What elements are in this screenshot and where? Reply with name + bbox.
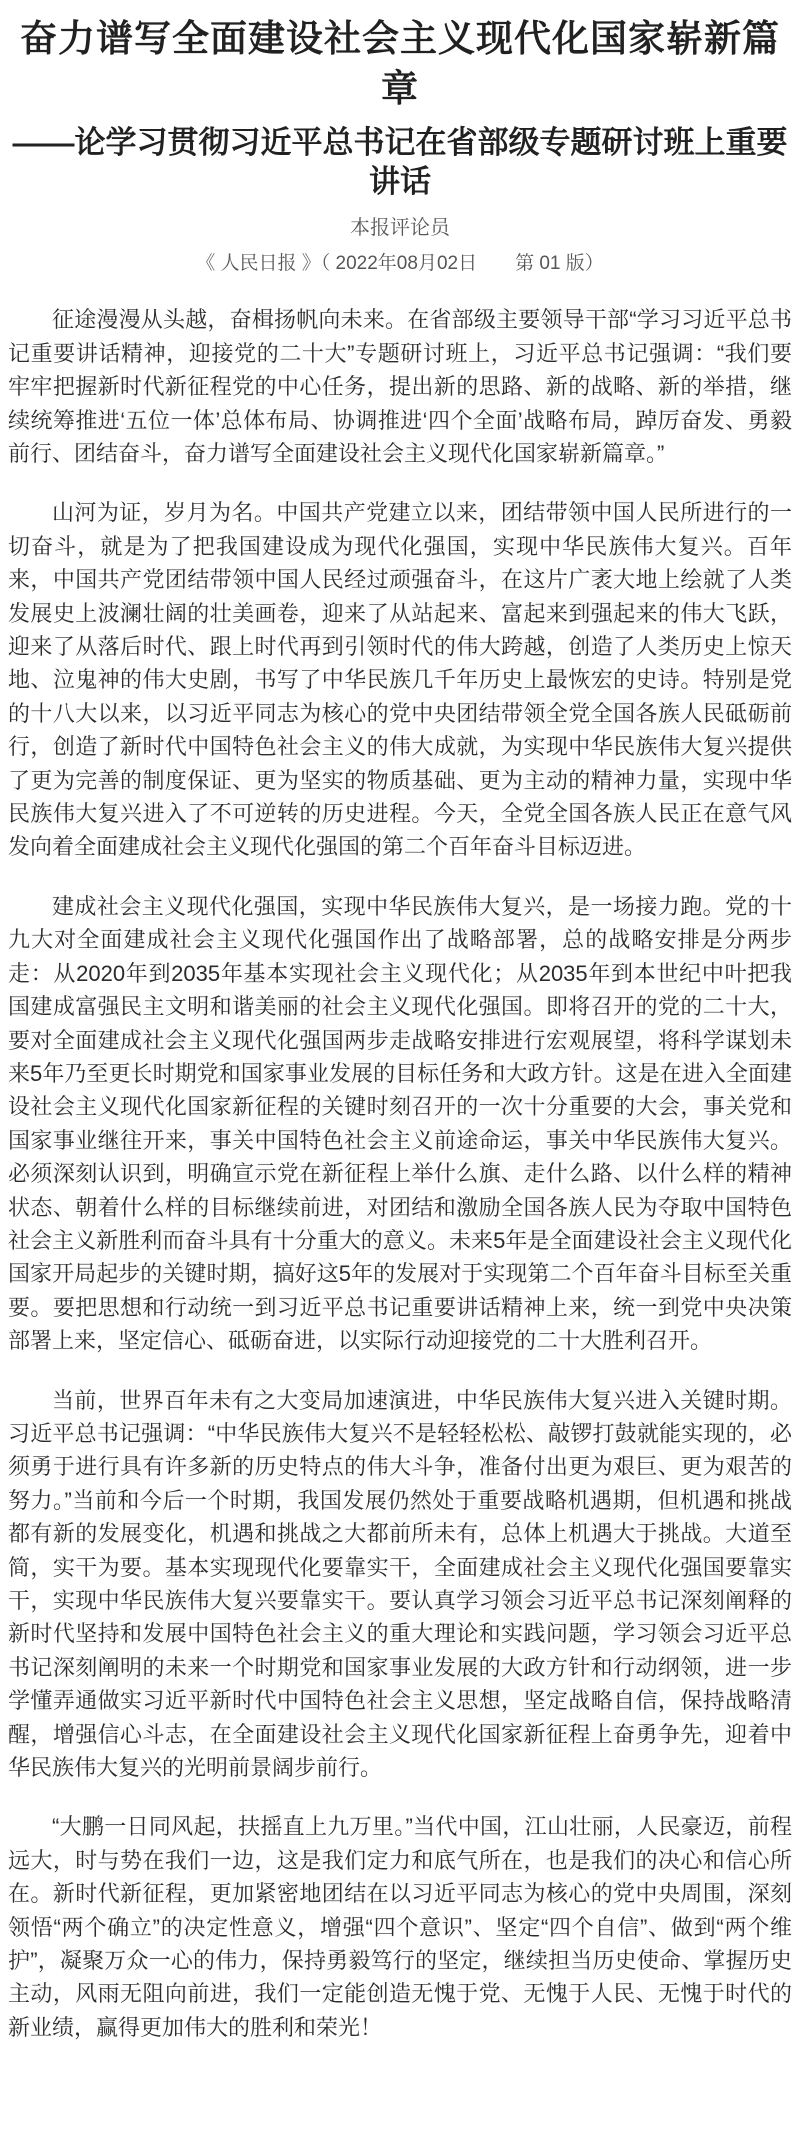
article-byline: 本报评论员 bbox=[350, 217, 450, 240]
article-subtitle: ——论学习贯彻习近平总书记在省部级专题研讨班上重要讲话 bbox=[12, 124, 788, 199]
article-paragraph: 征途漫漫从头越，奋楫扬帆向未来。在省部级主要领导干部“学习习近平总书记重要讲话精神，迎接党的二十大”专题研讨班上，习近平总书记强调：“我们要牢牢把握新时代新征程党的中心任务，提出新的思路、新的战略、新的举措，继续统筹推进‘五位一体’总体布局、协调推进‘四个全面’战略布局，踔厉奋发、勇毅前行、团结奋斗，奋力谱写全面建设社会主义现代化国家崭新篇章。” bbox=[8, 307, 792, 466]
article-paragraph: “大鹏一日同风起，扶摇直上九万里。”当代中国，江山壮丽，人民豪迈，前程远大，时与势在我们一边，这是我们定力和底气所在，也是我们的决心和信心所在。新时代新征程，更加紧密地团结在以习近平同志为核心的党中央周围，深刻领悟“两个确立”的决定性意义，增强“四个意识”、坚定“四个自信”、做到“两个维护”，凝聚万众一心的伟力，保持勇毅笃行的坚定，继续担当历史使命、掌握历史主动，风雨无阻向前进，我们一定能创造无愧于党、无愧于人民、无愧于时代的新业绩，赢得更加伟大的胜利和荣光！ bbox=[8, 1814, 792, 2040]
article-body bbox=[5, 303, 795, 2044]
article-paragraph: 当前，世界百年未有之大变局加速演进，中华民族伟大复兴进入关键时期。习近平总书记强调：“中华民族伟大复兴不是轻轻松松、敲锣打鼓就能实现的，必须勇于进行具有许多新的历史特点的伟大斗争，准备付出更为艰巨、更为艰苦的努力。”当前和今后一个时期，我国发展仍然处于重要战略机遇期，但机遇和挑战都有新的发展变化，机遇和挑战之大都前所未有，总体上机遇大于挑战。大道至简，实干为要。基本实现现代化要靠实干，全面建成社会主义现代化强国要靠实干，实现中华民族伟大复兴要靠实干。要认真学习领会习近平总书记深刻阐释的新时代坚持和发展中国特色社会主义的重大理论和实践问题，学习领会习近平总书记深刻阐明的未来一个时期党和国家事业发展的大政方针和行动纲领，进一步学懂弄通做实习近平新时代中国特色社会主义思想，坚定战略自信，保持战略清醒，增强信心斗志，在全面建设社会主义现代化国家新征程上奋勇争先，迎着中华民族伟大复兴的光明前景阔步前行。 bbox=[8, 1387, 792, 1781]
article-paragraph: 山河为证，岁月为名。中国共产党建立以来，团结带领中国人民所进行的一切奋斗，就是为了把我国建设成为现代化强国，实现中华民族伟大复兴。百年来，中国共产党团结带领中国人民经过顽强奋斗，在这片广袤大地上绘就了人类发展史上波澜壮阔的壮美画卷，迎来了从站起来、富起来到强起来的伟大飞跃，迎来了从落后时代、跟上时代再到引领时代的伟大跨越，创造了人类历史上惊天地、泣鬼神的伟大史剧，书写了中华民族几千年历史上最恢宏的史诗。特别是党的十八大以来，以习近平同志为核心的党中央团结带领全党全国各族人民砥砺前行，创造了新时代中国特色社会主义的伟大成就，为实现中华民族伟大复兴提供了更为完善的制度保证、更为坚实的物质基础、更为主动的精神力量，实现中华民族伟大复兴进入了不可逆转的历史进程。今天，全党全国各族人民正在意气风发向着全面建成社会主义现代化强国的第二个百年奋斗目标迈进。 bbox=[8, 500, 792, 860]
article-title: 奋力谱写全面建设社会主义现代化国家崭新篇章 bbox=[20, 18, 780, 109]
article-paragraph: 建成社会主义现代化强国，实现中华民族伟大复兴，是一场接力跑。党的十九大对全面建成社会主义现代化强国作出了战略部署，总的战略安排是分两步走：从2020年到2035年基本实现社会主义现代化；从2035年到本世纪中叶把我国建成富强民主文明和谐美丽的社会主义现代化强国。即将召开的党的二十大，要对全面建成社会主义现代化强国两步走战略安排进行宏观展望，将科学谋划未来5年乃至更长时期党和国家事业发展的目标任务和大政方针。这是在进入全面建设社会主义现代化国家新征程的关键时刻召开的一次十分重要的大会，事关党和国家事业继往开来，事关中国特色社会主义前途命运，事关中华民族伟大复兴。必须深刻认识到，明确宣示党在新征程上举什么旗、走什么路、以什么样的精神状态、朝着什么样的目标继续前进，对团结和激励全国各族人民为夺取中国特色社会主义新胜利而奋斗具有十分重大的意义。未来5年是全面建设社会主义现代化国家开局起步的关键时期，搞好这5年的发展对于实现第二个百年奋斗目标至关重要。要把思想和行动统一到习近平总书记重要讲话精神上来，统一到党中央决策部署上来，坚定信心、砥砺奋进，以实际行动迎接党的二十大胜利召开。 bbox=[8, 893, 792, 1354]
article-source-line: 《 人民日报 》（ 2022年08月02日 第 01 版） bbox=[196, 253, 604, 275]
